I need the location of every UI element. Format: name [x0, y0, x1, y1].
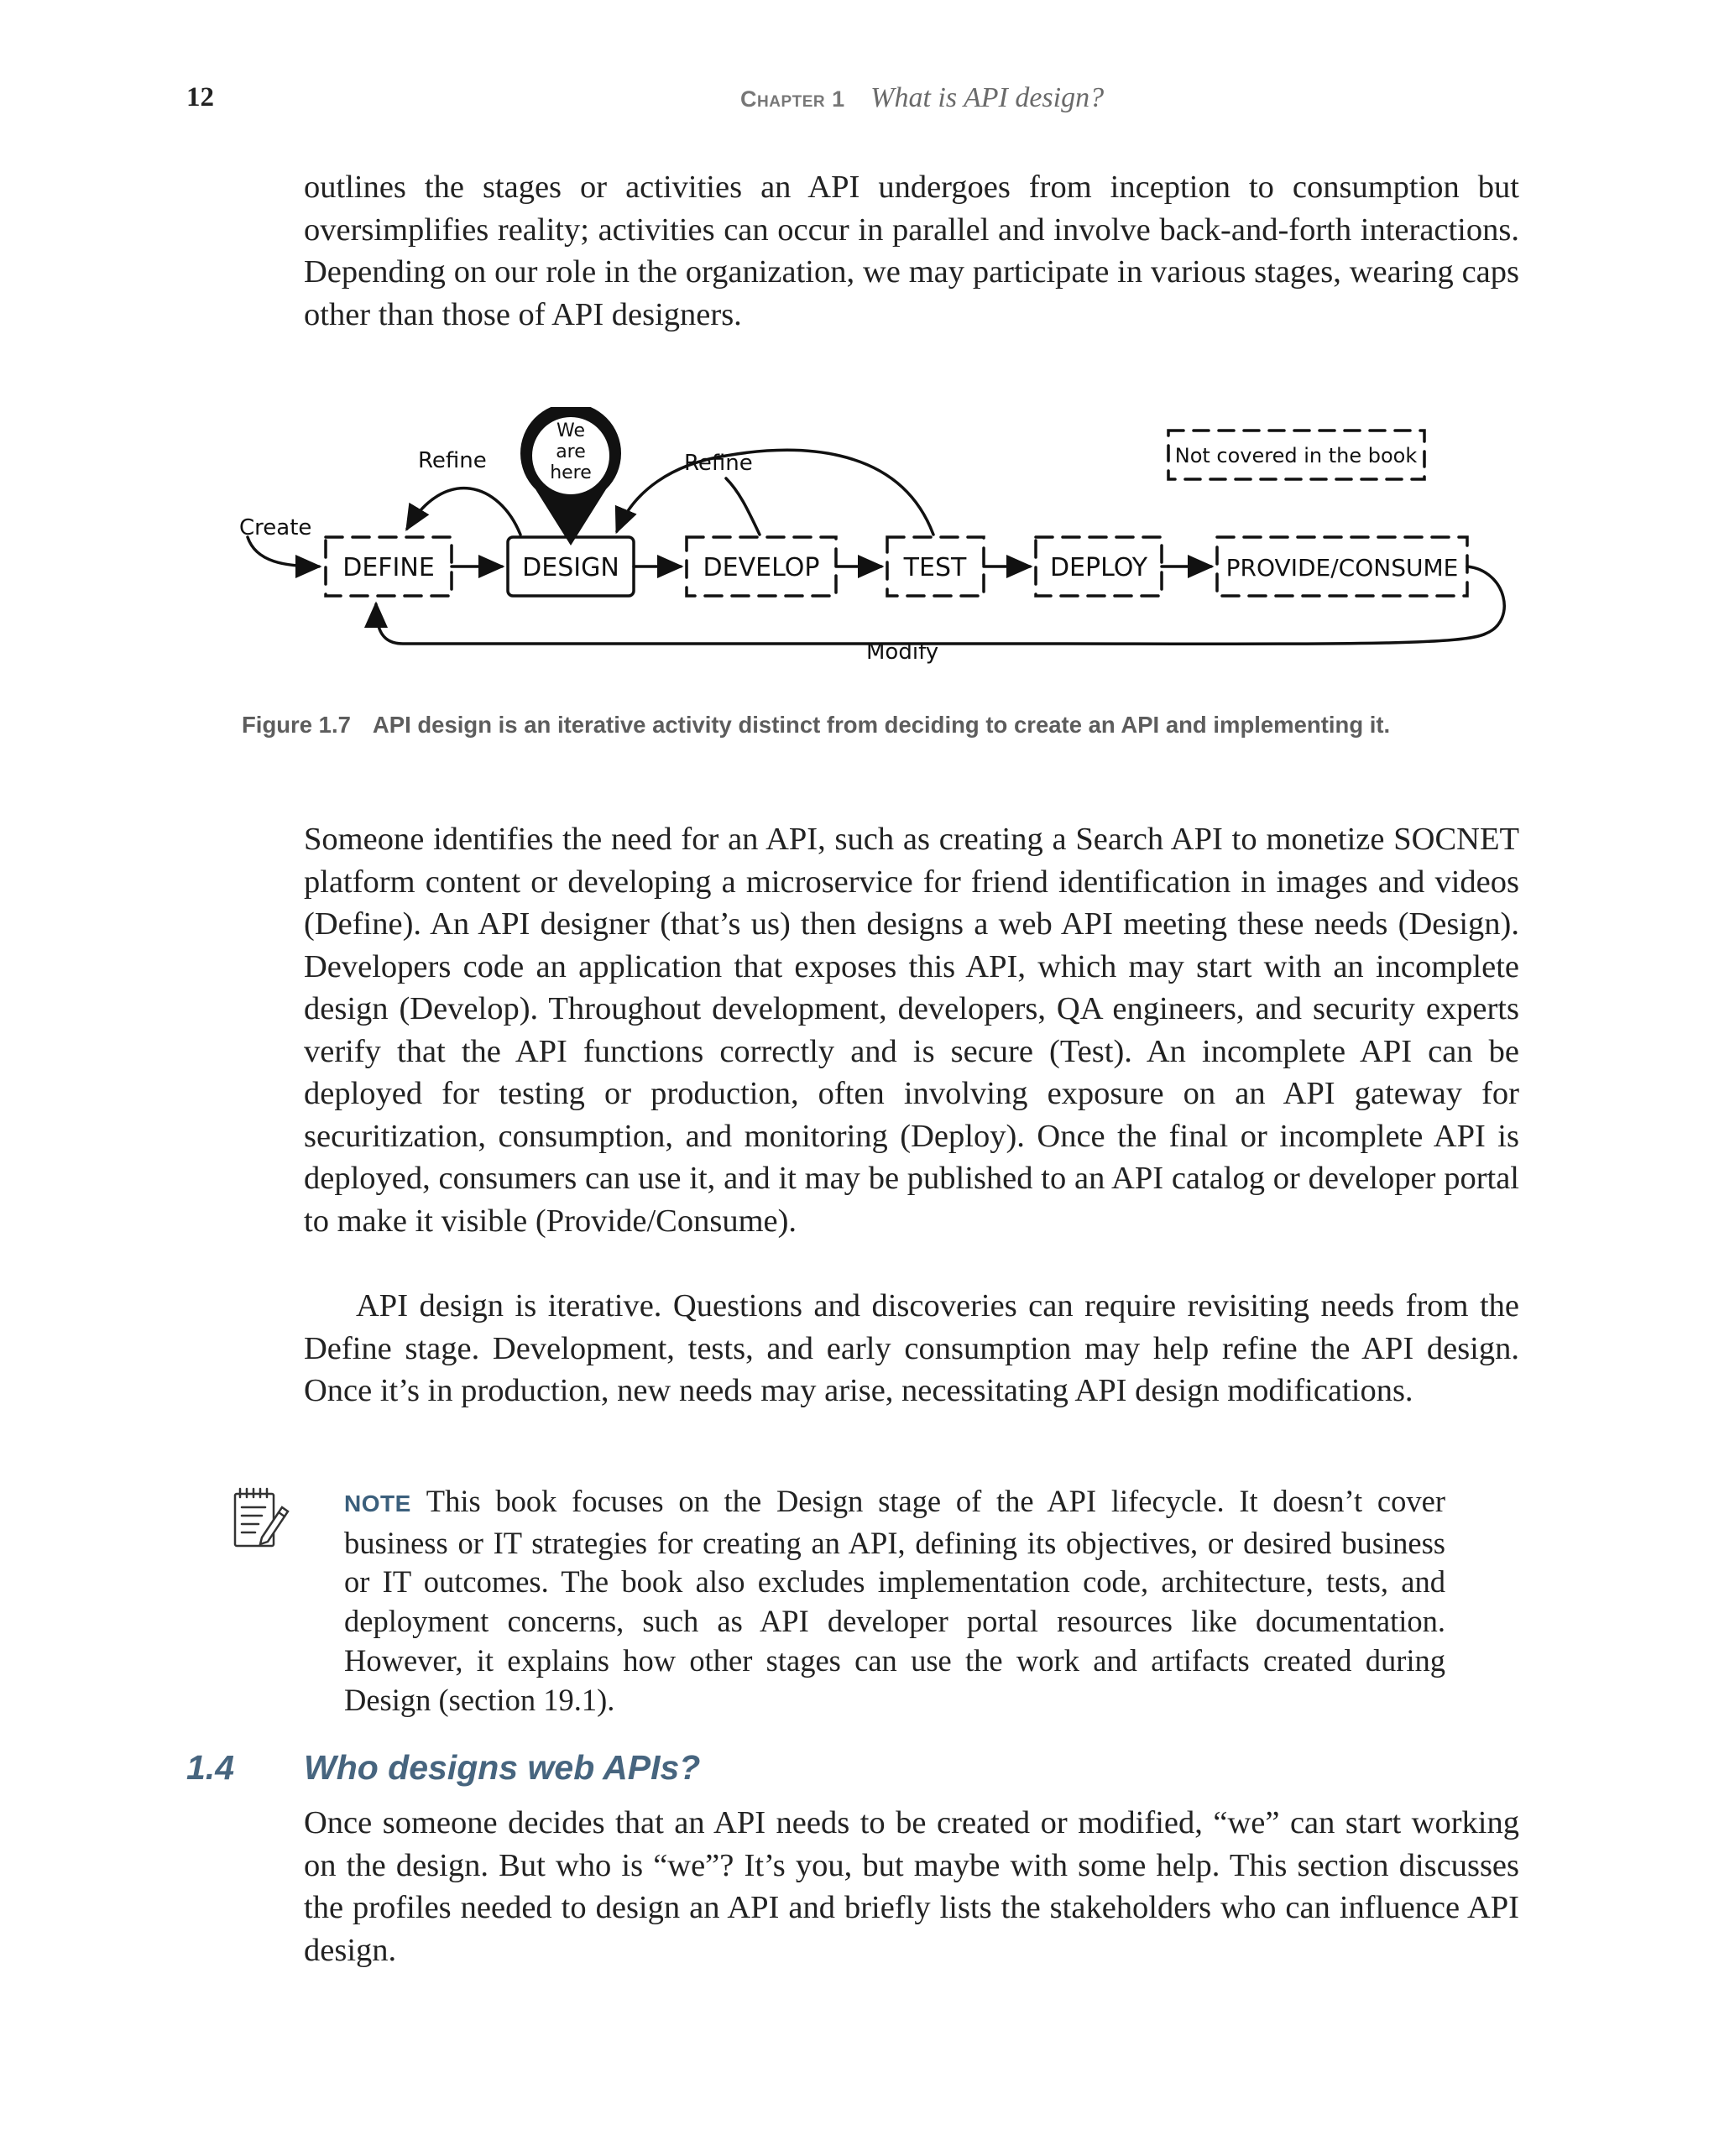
notepad-pencil-icon [230, 1485, 292, 1553]
pin-text-here: here [550, 462, 592, 483]
paragraph-lifecycle: Someone identifies the need for an API, such as creating a Search API to monetize SOCNET platform content or developing a microservice for friend identification in images and videos (Define). An API designer (that’s us) then designs a web API meeting these needs (Design). Developers code an application that exposes this API, which may start with an incomplete design (Develop). Throughout development, developers, QA engineers, and security experts verify that the API functions correctly and is secure (Test). An incomplete API can be deployed for testing or production, often involving exposure on an API gateway for securitization, consumption, and monitoring (Deploy). Once the final or incomplete API is deployed, consumers can use it, and it may be published to an API catalog or developer portal to make it visible (Provide/Consume). [304, 822, 1519, 1239]
running-head [186, 82, 1514, 119]
label-not-covered: Not covered in the book [1174, 444, 1418, 467]
arrow-refine-develop-tail [726, 478, 760, 535]
note-label: NOTE [344, 1490, 411, 1517]
note-text: This book focuses on the Design stage of the API lifecycle. It doesn’t cover business or IT strategies for creating an API, defining its objectives, or desired business or IT outcomes. The book also excludes implementation code, architecture, tests, and deployment concerns, such as API developer portal resources like documentation. However, it explains how other stages can use the work and artifacts created during Design (section 19.1). [344, 1484, 1445, 1717]
paragraph-iterative: API design is iterative. Questions and discoveries can require revisiting needs from the Define stage. Development, tests, and early consumption may help refine the API design. Once it’s in production, new needs may arise, necessitating API design modifications. [304, 1288, 1519, 1408]
chapter-head [740, 82, 1104, 114]
stage-provide-consume: PROVIDE/CONSUME [1225, 554, 1459, 582]
label-refine-left: Refine [418, 448, 487, 473]
section-heading [186, 1748, 700, 1788]
page-number: 12 [186, 82, 214, 112]
section-number: 1.4 [186, 1748, 234, 1787]
paragraph-who-designs: Once someone decides that an API needs to be created or modified, “we” can start working on the design. But who is “we”? It’s you, but maybe with some help. This section discusses the profiles needed to design an API and briefly lists the stakeholders who can influence API design. [304, 1805, 1519, 1968]
caption-number: Figure 1.7 [242, 712, 351, 738]
section-title: Who designs web APIs? [304, 1748, 701, 1787]
we-are-here-pin [520, 407, 621, 546]
arrow-refine-right [617, 450, 933, 535]
caption-text: API design is an iterative activity distinct from deciding to create an API and implementing it. [372, 712, 1391, 738]
label-refine-right: Refine [684, 451, 753, 476]
lifecycle-diagram [235, 407, 1528, 684]
label-modify: Modify [866, 639, 939, 665]
pin-text-we: We [556, 420, 585, 441]
chapter-title: What is API design? [870, 82, 1105, 113]
stage-define: DEFINE [342, 553, 435, 582]
stage-develop: DEVELOP [703, 553, 820, 582]
stage-design: DESIGN [522, 553, 619, 582]
stage-deploy: DEPLOY [1049, 553, 1148, 582]
stage-test: TEST [903, 553, 967, 582]
figure-caption [242, 712, 1601, 739]
paragraph-intro: outlines the stages or activities an API undergoes from inception to consumption but oversimplifies reality; activities can occur in parallel and involve back-and-forth interactions. Depending on our role in the organization, we may participate in various stages, wearing caps other than those of API designers. [304, 170, 1519, 332]
label-create: Create [239, 515, 312, 540]
arrow-create [248, 537, 319, 566]
pin-text-are: are [556, 441, 586, 462]
note-block [344, 1482, 1445, 1720]
chapter-label: Chapter 1 [740, 86, 845, 112]
arrow-refine-left [407, 488, 520, 535]
lifecycle-figure [235, 407, 1528, 684]
